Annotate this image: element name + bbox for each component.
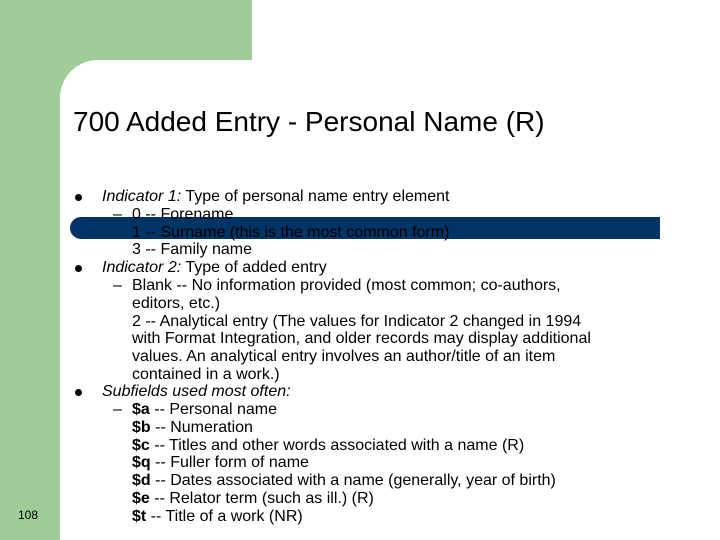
subfield-desc: -- Relator term (such as ill.) (R) (149, 489, 374, 507)
bullet-indicator-2 (75, 259, 715, 277)
slide-number: 108 (18, 508, 39, 522)
sub-line: 0 -- Forename (132, 206, 234, 223)
subfield-line (132, 454, 715, 472)
bullet-label: Indicator 2: (102, 259, 182, 277)
slide-content (75, 188, 715, 525)
sub-line: 1 -- Surname (this is the most common form) (132, 223, 450, 241)
subfield-line (132, 490, 715, 508)
subfield-line (132, 472, 715, 490)
subfield-line (132, 508, 715, 526)
subfield-desc: -- Title of a work (NR) (146, 507, 303, 525)
subfield-desc: -- Titles and other words associated with a name (R) (149, 436, 525, 454)
sub-line: 2 -- Analytical entry (The values for Indicator 2 changed in 1994 (132, 312, 582, 330)
sub-list-indicator-2 (75, 277, 715, 383)
sub-line: 3 -- Family name (132, 241, 253, 259)
subfield-code: $d (132, 472, 151, 490)
sub-line: with Format Integration, and older records may display additional (132, 330, 591, 348)
slide-title: 700 Added Entry - Personal Name (R) (73, 106, 545, 137)
dash-marker: – (113, 401, 122, 419)
sub-line: contained in a work.) (132, 365, 280, 383)
sub-list-indicator-1 (75, 206, 715, 259)
bullet-subfields (75, 383, 715, 401)
subfield-code: $e (132, 489, 150, 507)
subfield-desc: -- Personal name (149, 401, 277, 419)
subfield-line (132, 437, 715, 455)
subfield-line (132, 419, 715, 437)
subfield-desc: -- Numeration (150, 419, 253, 437)
bullet-dot-icon (75, 194, 82, 201)
subfield-line (132, 401, 715, 419)
bullet-indicator-1 (75, 188, 715, 206)
subfield-code: $a (132, 401, 150, 419)
subfield-desc: -- Dates associated with a name (generally, year of birth) (150, 472, 556, 490)
bullet-label: Indicator 1: (102, 188, 182, 205)
subfield-code: $q (132, 454, 151, 472)
sub-line: values. An analytical entry involves an author/title of an item (132, 347, 556, 365)
subfield-code: $c (132, 436, 150, 454)
bullet-dot-icon (75, 265, 82, 272)
bullet-label: Subfields used most often: (102, 383, 291, 401)
bullet-text: Type of personal name entry element (181, 188, 450, 205)
bullet-dot-icon (75, 389, 82, 396)
subfield-code: $t (132, 507, 147, 525)
dash-marker: – (113, 206, 122, 223)
sub-list-subfields (75, 401, 715, 525)
dash-marker: – (113, 277, 122, 295)
sub-line: editors, etc.) (132, 294, 221, 312)
sub-line: Blank -- No information provided (most common; co-authors, (132, 277, 561, 295)
subfield-desc: -- Fuller form of name (150, 454, 309, 472)
subfield-code: $b (132, 419, 151, 437)
bullet-text: Type of added entry (181, 259, 327, 277)
